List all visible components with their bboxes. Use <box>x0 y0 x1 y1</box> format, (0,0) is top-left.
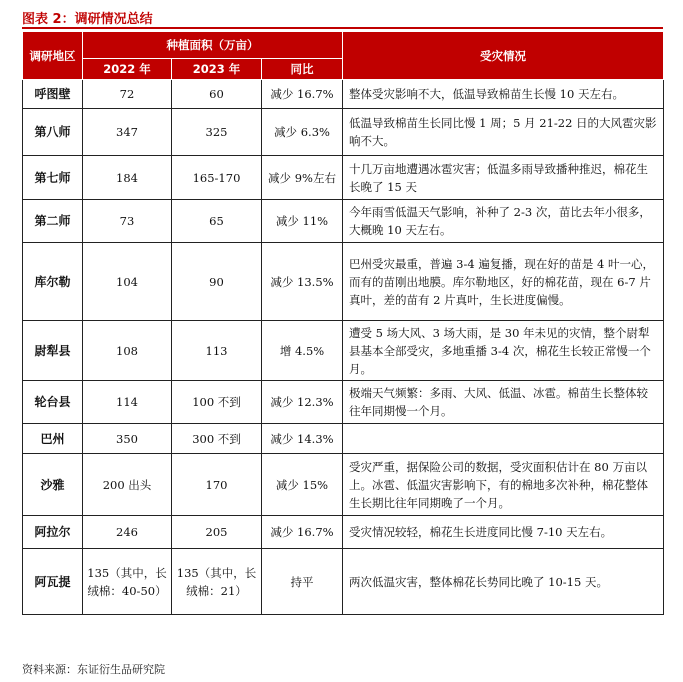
cell-yoy: 减少 9%左右 <box>262 156 343 200</box>
cell-region: 巴州 <box>23 424 83 454</box>
cell-region: 沙雅 <box>23 454 83 516</box>
table-row <box>23 156 664 200</box>
table-row <box>23 200 664 243</box>
cell-impact: 今年雨雪低温天气影响，补种了 2-3 次，苗比去年小很多，大概晚 10 天左右。 <box>343 200 664 243</box>
cell-yoy: 减少 14.3% <box>262 424 343 454</box>
cell-y2023: 60 <box>172 80 262 109</box>
cell-impact: 受灾情况较轻，棉花生长进度同比慢 7-10 天左右。 <box>343 516 664 549</box>
table-body <box>23 80 664 615</box>
table-row <box>23 321 664 381</box>
cell-yoy: 减少 16.7% <box>262 80 343 109</box>
title-divider <box>22 27 663 29</box>
cell-yoy: 持平 <box>262 549 343 615</box>
cell-region: 阿拉尔 <box>23 516 83 549</box>
cell-region: 库尔勒 <box>23 243 83 321</box>
cell-yoy: 减少 13.5% <box>262 243 343 321</box>
cell-region: 第二师 <box>23 200 83 243</box>
cell-y2022: 108 <box>83 321 172 381</box>
cell-y2022: 246 <box>83 516 172 549</box>
cell-region: 阿瓦提 <box>23 549 83 615</box>
table-row <box>23 454 664 516</box>
cell-y2023: 165-170 <box>172 156 262 200</box>
table-row <box>23 381 664 424</box>
cell-y2022: 350 <box>83 424 172 454</box>
cell-yoy: 减少 11% <box>262 200 343 243</box>
table-row <box>23 516 664 549</box>
cell-yoy: 减少 15% <box>262 454 343 516</box>
table-header <box>23 32 664 80</box>
table-row <box>23 109 664 156</box>
cell-y2022: 135（其中，长绒棉：40-50） <box>83 549 172 615</box>
cell-region: 第七师 <box>23 156 83 200</box>
cell-y2023: 300 不到 <box>172 424 262 454</box>
cell-y2023: 205 <box>172 516 262 549</box>
table-row <box>23 80 664 109</box>
header-region: 调研地区 <box>23 32 83 80</box>
cell-impact: 巴州受灾最重，普遍 3-4 遍复播，现在好的苗是 4 叶一心，而有的苗刚出地膜。库尔勒地区，好的棉花苗，现在 6-7 片真叶，差的苗有 2 片真叶，生长进度偏慢。 <box>343 243 664 321</box>
cell-y2023: 90 <box>172 243 262 321</box>
cell-y2022: 72 <box>83 80 172 109</box>
cell-impact: 低温导致棉苗生长同比慢 1 周；5 月 21-22 日的大风雹灾影响不大。 <box>343 109 664 156</box>
cell-impact: 两次低温灾害，整体棉花长势同比晚了 10-15 天。 <box>343 549 664 615</box>
cell-y2022: 104 <box>83 243 172 321</box>
cell-y2023: 170 <box>172 454 262 516</box>
cell-region: 尉犁县 <box>23 321 83 381</box>
header-area-group: 种植面积（万亩） <box>83 32 343 59</box>
source-note: 资料来源：东证衍生品研究院 <box>22 663 165 676</box>
cell-impact: 遭受 5 场大风、3 场大雨，是 30 年未见的灾情，整个尉犁县基本全部受灾，多地重播 3-4 次，棉花生长较正常慢一个月。 <box>343 321 664 381</box>
cell-yoy: 增 4.5% <box>262 321 343 381</box>
cell-y2022: 73 <box>83 200 172 243</box>
header-impact: 受灾情况 <box>343 32 664 80</box>
cell-y2023: 100 不到 <box>172 381 262 424</box>
cell-y2023: 113 <box>172 321 262 381</box>
cell-y2022: 184 <box>83 156 172 200</box>
cell-impact: 受灾严重，据保险公司的数据，受灾面积估计在 80 万亩以上。冰雹、低温灾害影响下，有的棉地多次补种，棉花整体生长期比往年同期晚了一个月。 <box>343 454 664 516</box>
cell-region: 轮台县 <box>23 381 83 424</box>
cell-y2023: 135（其中，长绒棉：21） <box>172 549 262 615</box>
header-2023: 2023 年 <box>172 59 262 80</box>
cell-impact: 十几万亩地遭遇冰雹灾害；低温多雨导致播种推迟，棉花生长晚了 15 天 <box>343 156 664 200</box>
cell-yoy: 减少 6.3% <box>262 109 343 156</box>
header-yoy: 同比 <box>262 59 343 80</box>
table-title: 图表 2：调研情况总结 <box>22 12 153 27</box>
survey-summary-table <box>22 31 664 615</box>
cell-yoy: 减少 12.3% <box>262 381 343 424</box>
cell-region: 呼图壁 <box>23 80 83 109</box>
cell-y2023: 65 <box>172 200 262 243</box>
cell-y2022: 347 <box>83 109 172 156</box>
table-row <box>23 424 664 454</box>
cell-y2023: 325 <box>172 109 262 156</box>
cell-impact: 整体受灾影响不大，低温导致棉苗生长慢 10 天左右。 <box>343 80 664 109</box>
cell-y2022: 114 <box>83 381 172 424</box>
cell-region: 第八师 <box>23 109 83 156</box>
cell-yoy: 减少 16.7% <box>262 516 343 549</box>
table-row <box>23 549 664 615</box>
table-row <box>23 243 664 321</box>
cell-impact <box>343 424 664 454</box>
cell-y2022: 200 出头 <box>83 454 172 516</box>
header-2022: 2022 年 <box>83 59 172 80</box>
cell-impact: 极端天气频繁：多雨、大风、低温、冰雹。棉苗生长整体较往年同期慢一个月。 <box>343 381 664 424</box>
